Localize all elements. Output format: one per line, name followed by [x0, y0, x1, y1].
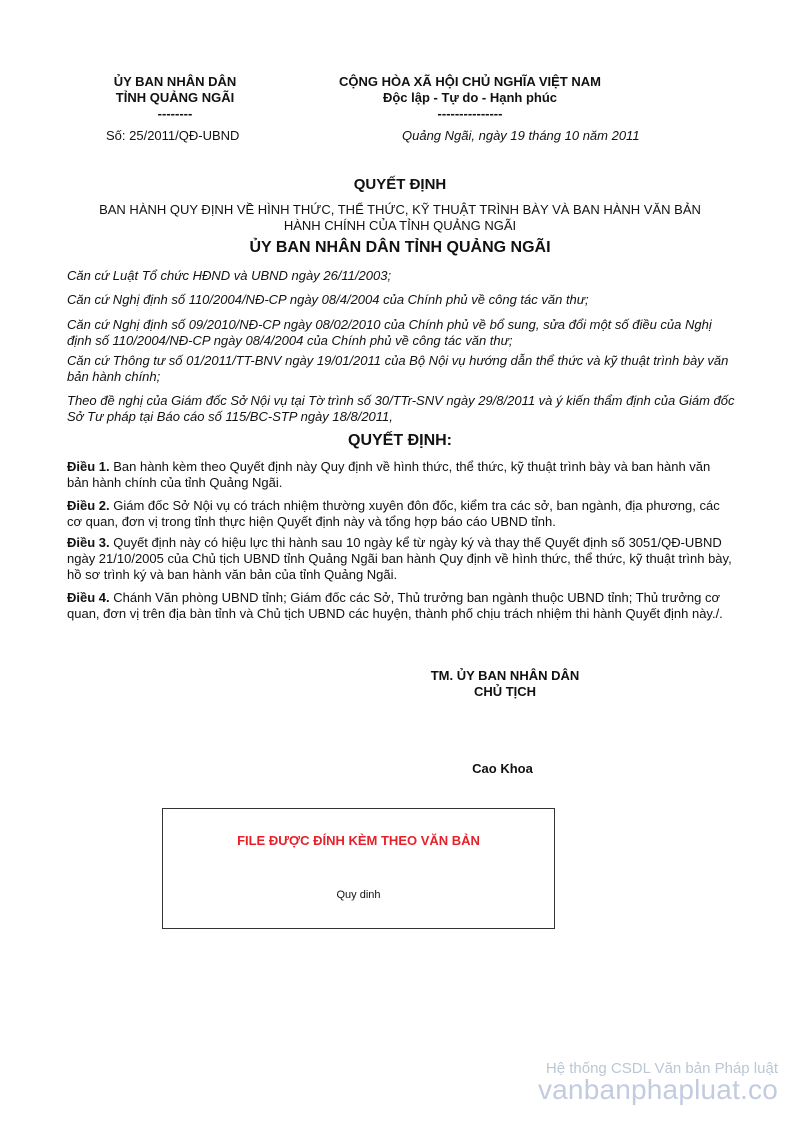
article-1 [67, 459, 735, 491]
legal-basis-1: Căn cứ Luật Tổ chức HĐND và UBND ngày 26/11/2003; [67, 268, 392, 283]
country-line1: CỘNG HÒA XÃ HỘI CHỦ NGHĨA VIỆT NAM [339, 74, 601, 89]
legal-basis-2: Căn cứ Nghị định số 110/2004/NĐ-CP ngày 08/4/2004 của Chính phủ về công tác văn thư; [67, 292, 589, 307]
watermark-site: vanbanphapluat.co [537, 1074, 778, 1105]
country-line2: Độc lập - Tự do - Hạnh phúc [382, 90, 558, 105]
agency-line1: ỦY BAN NHÂN DÂN [113, 74, 237, 89]
article-4-label: Điều 4. [67, 590, 110, 605]
document-title: QUYẾT ĐỊNH [353, 176, 447, 193]
article-4-text: Chánh Văn phòng UBND tỉnh; Giám đốc các Sở, Thủ trưởng ban ngành thuộc UBND tỉnh; Thủ trưởng cơ quan, đơn vị trên địa bàn tỉnh và Chủ tịch UBND các huyện, thành phố chịu trách nhiệm thi hành Quyết định này./. [67, 590, 723, 621]
signature-block [400, 668, 610, 700]
article-3-text: Quyết định này có hiệu lực thi hành sau 10 ngày kể từ ngày ký và thay thế Quyết định số 3051/QĐ-UBND ngày 21/10/2005 của Chủ tịch UBND tỉnh Quảng Ngãi ban hành Quy định về hình thức, thể thức, kỹ thuật trình bày, hồ sơ trình ký và ban hành văn bản của tỉnh Quảng Ngãi. [67, 535, 732, 582]
subtitle-line1: BAN HÀNH QUY ĐỊNH VỀ HÌNH THỨC, THỂ THỨC, KỸ THUẬT TRÌNH BÀY VÀ BAN HÀNH VĂN BẢN [99, 202, 701, 217]
watermark-caption: Hệ thống CSDL Văn bản Pháp luật [545, 1060, 778, 1077]
document-subtitle [40, 202, 760, 234]
agency-name [70, 74, 280, 122]
attachment-file-link[interactable]: Quy dinh [336, 889, 381, 901]
article-2 [67, 498, 735, 530]
article-1-text: Ban hành kèm theo Quyết định này Quy định về hình thức, thể thức, kỹ thuật trình bày và ban hành văn bản hành chính của tỉnh Quảng Ngãi. [67, 459, 711, 490]
signature-title: TM. ỦY BAN NHÂN DÂN [430, 668, 580, 683]
article-3 [67, 535, 735, 583]
attachment-heading: FILE ĐƯỢC ĐÍNH KÈM THEO VĂN BẢN [237, 833, 480, 848]
article-1-label: Điều 1. [67, 459, 110, 474]
legal-basis-5: Theo đề nghị của Giám đốc Sở Nội vụ tại Tờ trình số 30/TTr-SNV ngày 29/8/2011 và ý kiến thẩm định của Giám đốc Sở Tư pháp tại Báo cáo số 115/BC-STP ngày 18/8/2011, [67, 393, 735, 424]
national-motto [300, 74, 640, 122]
subtitle-line2: HÀNH CHÍNH CỦA TỈNH QUẢNG NGÃI [283, 218, 517, 233]
article-3-label: Điều 3. [67, 535, 110, 550]
country-separator: --------------- [437, 106, 503, 121]
legal-basis-4: Căn cứ Thông tư số 01/2011/TT-BNV ngày 19/01/2011 của Bộ Nội vụ hướng dẫn thể thức và kỹ thuật trình bày văn bản hành chính; [67, 353, 729, 384]
agency-line2: TỈNH QUẢNG NGÃI [115, 90, 235, 105]
attachment-box [162, 808, 555, 929]
article-4 [67, 590, 735, 622]
signer-name: Cao Khoa [472, 761, 533, 776]
legal-basis-3: Căn cứ Nghị định số 09/2010/NĐ-CP ngày 08/02/2010 của Chính phủ về bổ sung, sửa đổi một số điều của Nghị định số 110/2004/NĐ-CP ngày 08/4/2004 của Chính phủ về công tác văn thư; [67, 317, 712, 348]
document-number: Số: 25/2011/QĐ-UBND [106, 128, 240, 143]
agency-separator: -------- [157, 106, 193, 121]
article-2-label: Điều 2. [67, 498, 110, 513]
issuer-heading: ỦY BAN NHÂN DÂN TỈNH QUẢNG NGÃI [249, 239, 551, 256]
decision-heading: QUYẾT ĐỊNH: [348, 432, 452, 449]
signature-position: CHỦ TỊCH [473, 684, 537, 699]
article-2-text: Giám đốc Sở Nội vụ có trách nhiệm thường xuyên đôn đốc, kiểm tra các sở, ban ngành, địa phương, các cơ quan, đơn vị trong tỉnh thực hiện Quyết định này và tổng hợp báo cáo UBND tỉnh. [67, 498, 720, 529]
place-date: Quảng Ngãi, ngày 19 tháng 10 năm 2011 [402, 128, 640, 143]
